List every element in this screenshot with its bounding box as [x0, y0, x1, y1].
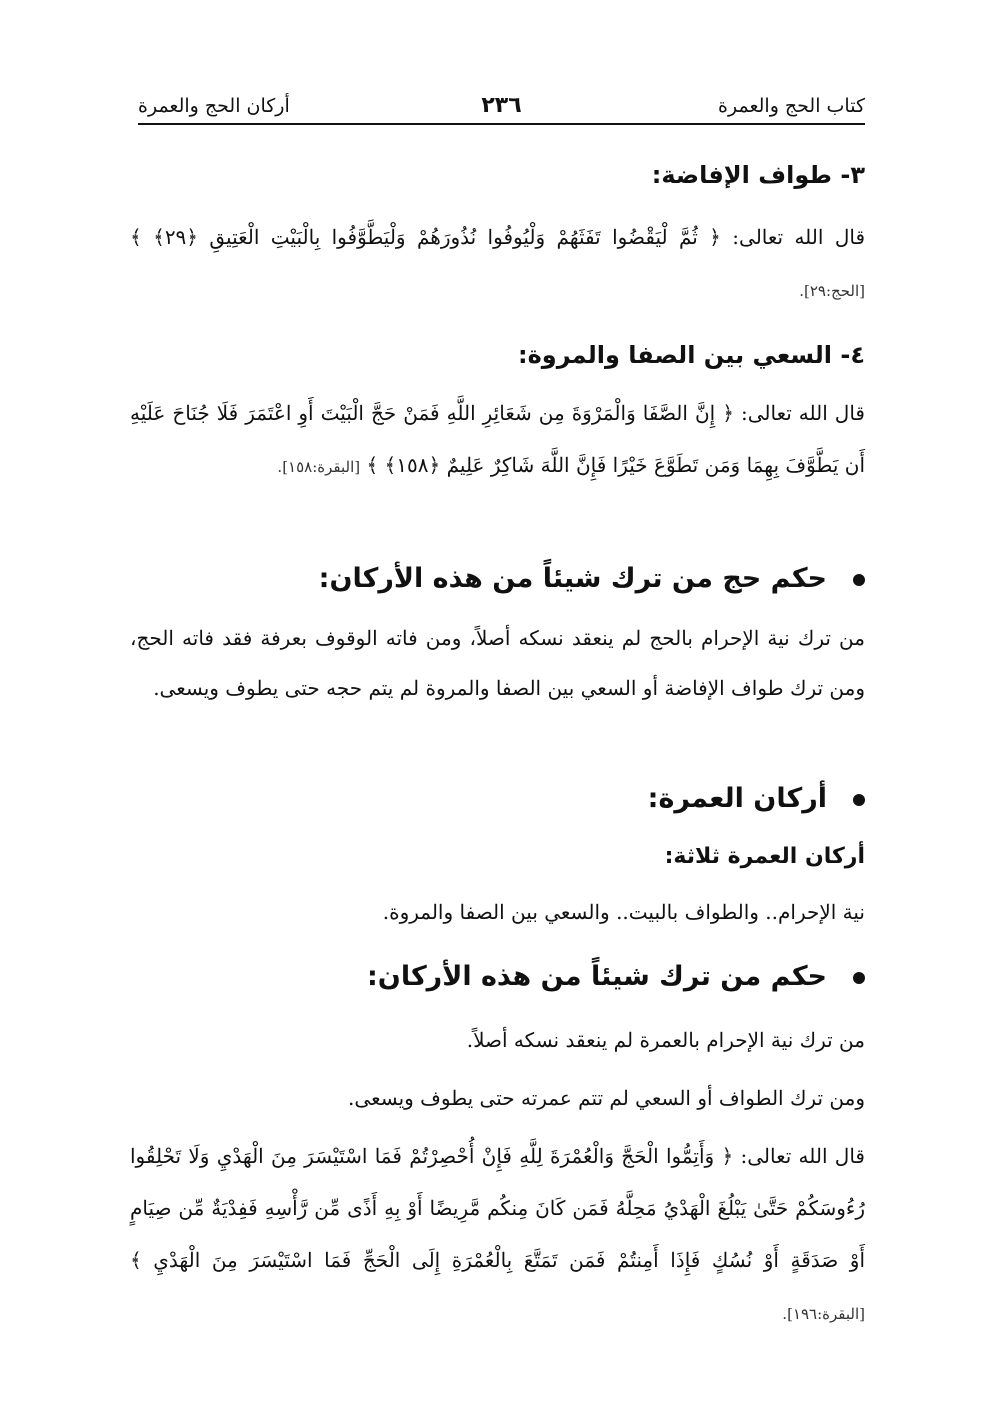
bullet-icon [853, 972, 865, 984]
verse-paragraph [130, 387, 865, 493]
section-heading: ٤- السعي بين الصفا والمروة: [518, 341, 865, 369]
paragraph: ومن ترك الطواف أو السعي لم تتم عمرته حتى يطوف ويسعى. [348, 1086, 865, 1110]
quran-verse: ﴿ وَأَتِمُّوا الْحَجَّ وَالْعُمْرَةَ لِلَّهِ فَإِنْ أُحْصِرْتُمْ فَمَا اسْتَيْسَرَ مِنَ الْهَدْيِ وَلَا تَحْلِقُوا رُءُوسَكُمْ حَتَّىٰ يَبْلُغَ الْهَدْيُ مَحِلَّهُ فَمَن كَانَ مِنكُم مَّرِيضًا أَوْ بِهِ أَذًى مِّن رَّأْسِهِ فَفِدْيَةٌ مِّن صِيَامٍ أَوْ صَدَقَةٍ أَوْ نُسُكٍ فَإِذَا أَمِنتُمْ فَمَن تَمَتَّعَ بِالْعُمْرَةِ إِلَى الْحَجِّ فَمَا اسْتَيْسَرَ مِنَ الْهَدْيِ ﴾ [130, 1144, 865, 1272]
subheading: أركان العمرة ثلاثة: [664, 844, 865, 869]
verse-reference: [الحج:٢٩]. [799, 282, 865, 300]
section-sai [130, 335, 865, 375]
verse-reference: [البقرة:١٥٨]. [277, 458, 361, 476]
bullet-heading [130, 955, 865, 999]
paragraph: من ترك نية الإحرام بالحج لم ينعقد نسكه أصلاً، ومن فاته الوقوف بعرفة فقد فاته الحج، ومن ترك طواف الإفاضة أو السعي بين الصفا والمروة لم يتم حجه حتى يطوف ويسعى. [130, 626, 865, 700]
quran-verse: ﴿ ثُمَّ لْيَقْضُوا تَفَثَهُمْ وَلْيُوفُوا نُذُورَهُمْ وَلْيَطَّوَّفُوا بِالْبَيْتِ الْعَتِيقِ ﴿٢٩﴾ ﴾ [130, 225, 721, 249]
section-heading: ٣- طواف الإفاضة: [651, 161, 865, 189]
heading-text: حكم من ترك شيئاً من هذه الأركان: [366, 961, 827, 992]
chapter-title: أركان الحج والعمرة [138, 95, 290, 117]
page-number: ٢٣٦ [481, 93, 522, 118]
verse-reference: [البقرة:١٩٦]. [782, 1305, 865, 1323]
running-header [138, 92, 865, 126]
verse-intro: قال الله تعالى: [740, 1144, 865, 1168]
verse-intro: قال الله تعالى: [732, 225, 865, 249]
paragraph: نية الإحرام.. والطواف بالبيت.. والسعي بين الصفا والمروة. [382, 900, 865, 924]
verse-paragraph [130, 1130, 865, 1340]
heading-text: أركان العمرة: [647, 783, 827, 814]
header-rule [138, 123, 865, 125]
heading-text: حكم حج من ترك شيئاً من هذه الأركان: [318, 563, 827, 594]
quran-verse: ﴿ إِنَّ الصَّفَا وَالْمَرْوَةَ مِن شَعَائِرِ اللَّهِ فَمَنْ حَجَّ الْبَيْتَ أَوِ اعْتَمَرَ فَلَا جُنَاحَ عَلَيْهِ أَن يَطَّوَّفَ بِهِمَا وَمَن تَطَوَّعَ خَيْرًا فَإِنَّ اللَّهَ شَاكِرٌ عَلِيمٌ ﴿١٥٨﴾ ﴾ [130, 401, 865, 477]
section-tawaf-ifadah [130, 155, 865, 195]
verse-intro: قال الله تعالى: [740, 401, 865, 425]
book-title: كتاب الحج والعمرة [718, 95, 865, 117]
verse-paragraph [130, 211, 865, 317]
paragraph: من ترك نية الإحرام بالعمرة لم ينعقد نسكه أصلاً. [466, 1028, 865, 1052]
bullet-icon [853, 574, 865, 586]
bullet-heading [130, 777, 865, 821]
bullet-icon [853, 794, 865, 806]
bullet-heading [130, 557, 865, 601]
subheading-block [130, 837, 865, 877]
